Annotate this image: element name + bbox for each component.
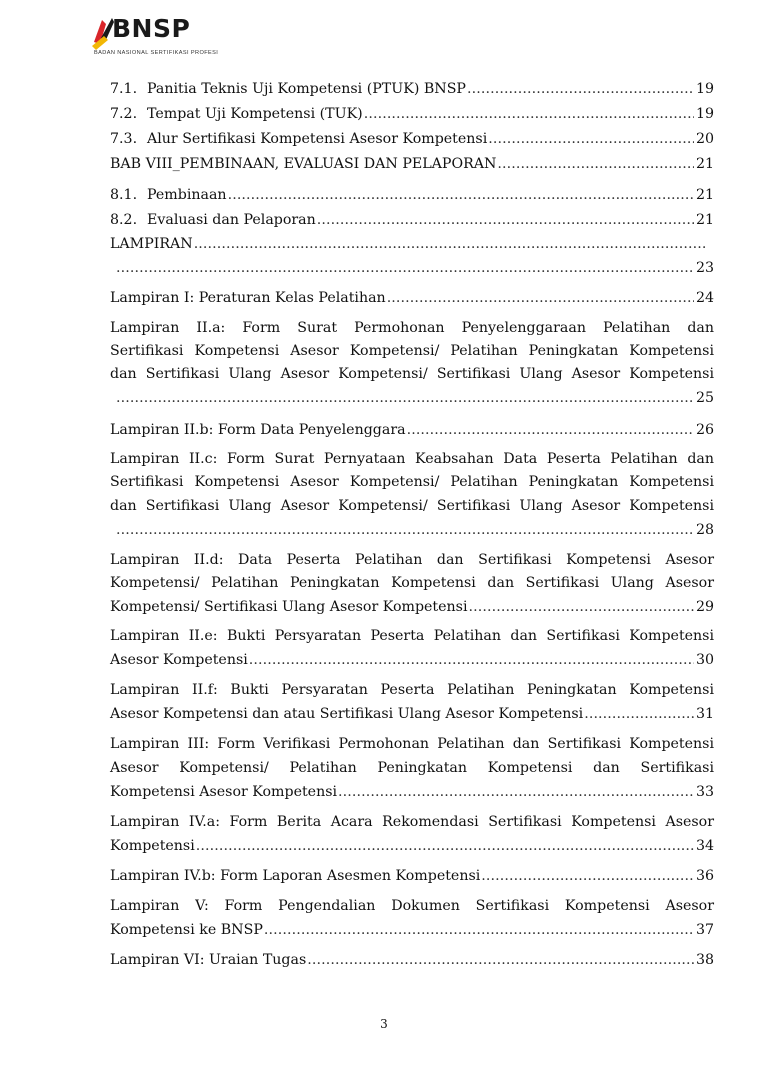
toc-number: 7.1. xyxy=(110,81,138,97)
toc-entry-lampiran-vi[interactable] xyxy=(110,950,714,970)
toc-entry-7-3[interactable] xyxy=(110,129,714,149)
toc-leader xyxy=(338,782,694,802)
toc-number: 7.2. xyxy=(110,106,138,122)
toc-leader xyxy=(468,597,693,617)
toc-leader xyxy=(228,185,694,205)
toc-page: 25 xyxy=(695,390,714,406)
toc-title-line: dan Sertifikasi Ulang Asesor Kompetensi/ Sertifikasi Ulang Asesor Kompetensi xyxy=(110,366,714,382)
toc-entry-7-1[interactable] xyxy=(110,79,714,99)
toc-entry-lampiran-ii-b[interactable] xyxy=(110,420,714,440)
page-number: 3 xyxy=(380,1017,388,1031)
toc-page: 37 xyxy=(695,922,714,938)
toc-title-line: Kompetensi Asesor Kompetensi xyxy=(110,784,338,800)
toc-page: 29 xyxy=(695,599,714,615)
toc-number: 8.1. xyxy=(110,187,138,203)
toc-leader xyxy=(116,258,694,278)
toc-entry-lampiran-i[interactable] xyxy=(110,288,714,308)
toc-leader xyxy=(307,950,694,970)
toc-leader xyxy=(194,234,706,254)
toc-title: Tempat Uji Kompetensi (TUK) xyxy=(147,106,363,122)
toc-title-line: Lampiran II.f: Bukti Persyaratan Peserta Pelatihan Peningkatan Kompetensi xyxy=(110,682,714,698)
toc-page: 30 xyxy=(695,652,714,668)
toc-title-line: Kompetensi ke BNSP xyxy=(110,922,263,938)
toc-entry-7-2[interactable] xyxy=(110,104,714,124)
toc-page: 19 xyxy=(695,106,714,122)
toc-leader xyxy=(249,650,694,670)
toc-title-line: Lampiran II.a: Form Surat Permohonan Penyelenggaraan Pelatihan dan xyxy=(110,320,714,336)
toc-entry-8-2[interactable] xyxy=(110,210,714,230)
toc-leader xyxy=(481,866,694,886)
toc-title-line: Lampiran II.d: Data Peserta Pelatihan dan Sertifikasi Kompetensi Asesor xyxy=(110,552,714,568)
toc-number: 8.2. xyxy=(110,212,138,228)
toc-title-line: Lampiran IV.a: Form Berita Acara Rekomendasi Sertifikasi Kompetensi Asesor xyxy=(110,814,714,830)
logo-subtitle: BADAN NASIONAL SERTIFIKASI PROFESI xyxy=(94,50,219,56)
toc-page: 21 xyxy=(695,187,714,203)
toc-leader xyxy=(317,210,694,230)
toc-title: Lampiran II.b: Form Data Penyelenggara xyxy=(110,422,406,438)
toc-title-line: Lampiran II.e: Bukti Persyaratan Peserta Pelatihan dan Sertifikasi Kompetensi xyxy=(110,628,714,644)
toc-title-line: Kompetensi/ Pelatihan Peningkatan Kompetensi dan Sertifikasi Ulang Asesor xyxy=(110,575,714,591)
toc-title: Evaluasi dan Pelaporan xyxy=(147,212,316,228)
toc-title: Lampiran IV.b: Form Laporan Asesmen Kompetensi xyxy=(110,868,481,884)
toc-page: 33 xyxy=(695,784,714,800)
toc-title: Lampiran VI: Uraian Tugas xyxy=(110,952,307,968)
toc-title-line: Sertifikasi Kompetensi Asesor Kompetensi/ Pelatihan Peningkatan Kompetensi xyxy=(110,343,714,359)
toc-page: 26 xyxy=(695,422,714,438)
toc-title-line: Lampiran II.c: Form Surat Pernyataan Keabsahan Data Peserta Pelatihan dan xyxy=(110,451,714,467)
toc-leader xyxy=(387,288,694,308)
toc-number: 7.3. xyxy=(110,131,138,147)
toc-leader xyxy=(264,920,694,940)
toc-leader xyxy=(467,79,694,99)
toc-title-line: Lampiran III: Form Verifikasi Permohonan Pelatihan dan Sertifikasi Kompetensi xyxy=(110,736,714,752)
toc-title-line: Asesor Kompetensi xyxy=(110,652,248,668)
toc-leader xyxy=(407,420,694,440)
bnsp-logo xyxy=(92,14,222,60)
toc-entry-lampiran-iv-b[interactable] xyxy=(110,866,714,886)
toc-title: Lampiran I: Peraturan Kelas Pelatihan xyxy=(110,290,386,306)
toc-leader xyxy=(584,704,694,724)
toc-leader xyxy=(497,154,694,174)
toc-entry-bab-viii[interactable] xyxy=(110,154,714,174)
toc-title: LAMPIRAN xyxy=(110,236,193,252)
toc-page: 21 xyxy=(695,212,714,228)
toc-title-line: Asesor Kompetensi dan atau Sertifikasi Ulang Asesor Kompetensi xyxy=(110,706,584,722)
toc-leader xyxy=(116,388,694,408)
toc-page: 36 xyxy=(695,868,714,884)
toc-page: 34 xyxy=(695,838,714,854)
toc-page: 38 xyxy=(695,952,714,968)
toc-title-line: Kompetensi/ Sertifikasi Ulang Asesor Kompetensi xyxy=(110,599,468,615)
toc-page: 24 xyxy=(695,290,714,306)
toc-title: Panitia Teknis Uji Kompetensi (PTUK) BNSP xyxy=(147,81,466,97)
toc-page: 23 xyxy=(695,260,714,276)
toc-page: 20 xyxy=(695,131,714,147)
toc-title: Pembinaan xyxy=(147,187,227,203)
toc-title-line: dan Sertifikasi Ulang Asesor Kompetensi/ Sertifikasi Ulang Asesor Kompetensi xyxy=(110,498,714,514)
toc-page: 19 xyxy=(695,81,714,97)
toc-title-line: Asesor Kompetensi/ Pelatihan Peningkatan Kompetensi dan Sertifikasi xyxy=(110,760,714,776)
toc-title-line: Kompetensi xyxy=(110,838,195,854)
toc-leader xyxy=(116,520,694,540)
toc-page: 21 xyxy=(695,156,714,172)
toc-title-line: Sertifikasi Kompetensi Asesor Kompetensi/ Pelatihan Peningkatan Kompetensi xyxy=(110,474,714,490)
toc-page: 31 xyxy=(695,706,714,722)
logo-text: BNSP xyxy=(112,14,191,43)
toc-leader xyxy=(364,104,694,124)
toc-leader xyxy=(488,129,694,149)
toc-title-line: Lampiran V: Form Pengendalian Dokumen Sertifikasi Kompetensi Asesor xyxy=(110,898,714,914)
toc-leader xyxy=(196,836,694,856)
toc-entry-8-1[interactable] xyxy=(110,185,714,205)
toc-title: BAB VIII_PEMBINAAN, EVALUASI DAN PELAPORAN xyxy=(110,156,497,172)
toc-page: 28 xyxy=(695,522,714,538)
toc-title: Alur Sertifikasi Kompetensi Asesor Kompetensi xyxy=(147,131,488,147)
